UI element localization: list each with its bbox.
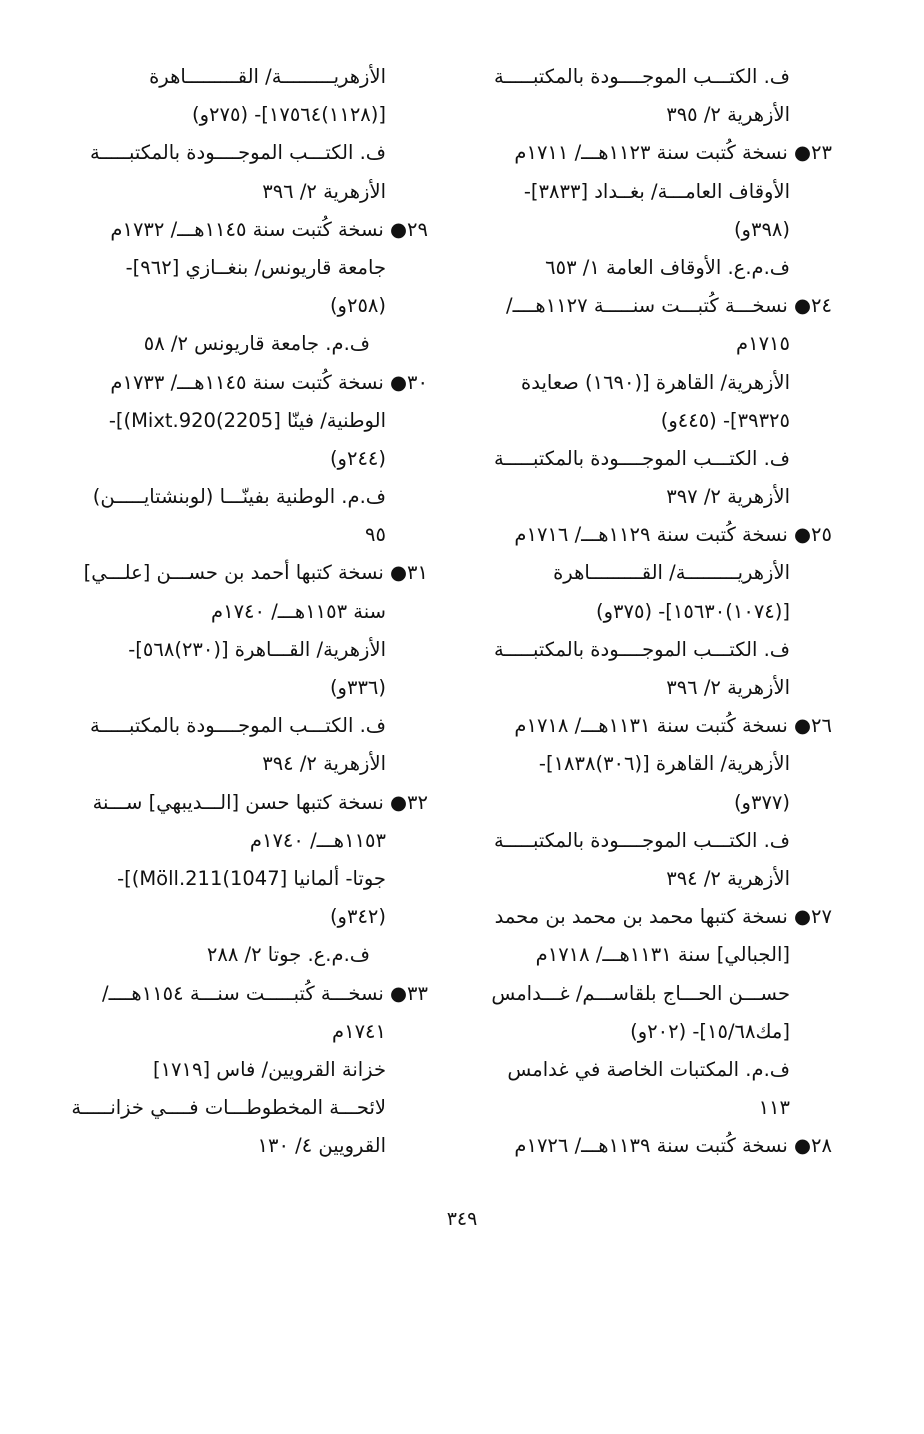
text-line: (٣٤٢و) <box>329 905 386 929</box>
text-line: ١١٥٣هـــ/ ١٧٤٠م <box>249 828 386 852</box>
text-line: لائحـــة المخطوطـــات فــــي خزانـــــة <box>71 1096 386 1120</box>
text-line: ف. الكتـــب الموجــــودة بالمكتبـــــة <box>493 446 790 470</box>
text-line: جامعة قاريونس/ بنغــازي [٩٦٢]- <box>125 255 386 279</box>
text-line: (٣٣٦و) <box>329 676 386 699</box>
text-line: (٣٩٨و) <box>733 217 790 241</box>
text-line: ف.م. جامعة قاريونس ٢/ ٥٨ <box>143 332 370 356</box>
text-line: الأزهرية ٢/ ٣٩٥ <box>666 103 790 127</box>
text-line: الأزهرية ٢/ ٣٩٤ <box>666 866 790 890</box>
text-line: ف.م.ع. جوتا ٢/ ٢٨٨ <box>206 943 370 967</box>
text-line: الأزهريـــــــــة/ القـــــــــاهرة <box>553 561 790 585</box>
text-line: خزانة القرويين/ فاس [١٧١٩] <box>152 1057 386 1081</box>
text-line: الوطنية/ فينّا [2205)Mixt.920)]- <box>108 408 386 432</box>
text-line: ف. الكتـــب الموجــــودة بالمكتبـــــة <box>89 141 386 165</box>
text-line: ٢٩● نسخة كُتبت سنة ١١٤٥هـــ/ ١٧٣٢م <box>110 217 428 241</box>
text-line: ف. الكتـــب الموجــــودة بالمكتبـــــة <box>89 714 386 738</box>
text-line: [الجبالي] سنة ١١٣١هـــ/ ١٧١٨م <box>535 943 790 967</box>
text-line: الأزهرية ٢/ ٣٩٦ <box>262 179 386 203</box>
text-line: [مك١٥/٦٨]- (٢٠٢و) <box>630 1019 790 1043</box>
text-line: القرويين ٤/ ١٣٠ <box>257 1134 386 1158</box>
text-line: ف.م. المكتبات الخاصة في غدامس <box>507 1057 790 1081</box>
text-line: ٢٥● نسخة كُتبت سنة ١١٢٩هـــ/ ١٧١٦م <box>514 523 832 547</box>
text-line: الأزهرية ٢/ ٣٩٦ <box>666 676 790 699</box>
left-column <box>71 58 428 1165</box>
text-line: ف. الكتـــب الموجــــودة بالمكتبـــــة <box>493 65 790 88</box>
text-line: ٣٣● نسخـــة كُتبـــــت سنـــة ١١٥٤هــــ/ <box>102 981 428 1005</box>
text-line: ٣٢● نسخة كتبها حسن [الـــديبهي] ســـنة <box>92 790 428 814</box>
text-line: (٣٧٧و) <box>733 790 790 814</box>
text-line: ٩٥ <box>365 523 386 547</box>
text-line: ٢٤● نسخـــة كُتبـــت سنـــــة ١١٢٧هــــ/ <box>506 294 832 318</box>
text-line: الأزهرية/ القاهرة [(١٦٩٠) صعايدة <box>521 370 790 394</box>
text-line: الأزهرية/ القـــاهرة [(٢٣٠)٥٦٨]- <box>128 637 386 661</box>
text-line: ٣٩٣٢٥]- (٤٤٥و) <box>660 408 790 432</box>
text-line: جوتا- ألمانيا [1047)Möll.211)]- <box>117 866 386 890</box>
text-line: سنة ١١٥٣هـــ/ ١٧٤٠م <box>211 599 386 623</box>
text-line: ٢٦● نسخة كُتبت سنة ١١٣١هـــ/ ١٧١٨م <box>514 714 832 738</box>
text-line: ٣٠● نسخة كُتبت سنة ١١٤٥هـــ/ ١٧٣٣م <box>110 370 428 394</box>
text-line: ٣١● نسخة كتبها أحمد بن حســـن [علـــي] <box>83 561 428 585</box>
text-line: الأزهريـــــــــة/ القـــــــــاهرة <box>149 65 386 88</box>
text-line: الأوقاف العامـــة/ بغــداد [٣٨٣٣]- <box>523 179 790 203</box>
text-line: [(١٠٧٤)١٥٦٣٠]- (٣٧٥و) <box>595 599 790 623</box>
text-line: الأزهرية ٢/ ٣٩٤ <box>262 752 386 776</box>
text-line: ١٧٤١م <box>332 1019 386 1043</box>
text-line: حســـن الحـــاج بلقاســـم/ غـــدامس <box>491 981 790 1005</box>
text-line: ف. الكتـــب الموجــــودة بالمكتبـــــة <box>493 828 790 852</box>
text-line: ف.م.ع. الأوقاف العامة ١/ ٦٥٣ <box>545 255 790 279</box>
text-line: (٢٥٨و) <box>329 294 386 318</box>
text-line: ١١٣ <box>758 1096 790 1120</box>
text-line: ١٧١٥م <box>736 332 790 356</box>
text-line: ف.م. الوطنية بفينّـــا (لوبنشتايـــــن) <box>92 485 386 509</box>
text-line: الأزهرية ٢/ ٣٩٧ <box>666 485 790 509</box>
text-line: ٢٣● نسخة كُتبت سنة ١١٢٣هـــ/ ١٧١١م <box>514 141 832 165</box>
text-line: ف. الكتـــب الموجــــودة بالمكتبـــــة <box>493 637 790 661</box>
text-line: ٢٨● نسخة كُتبت سنة ١١٣٩هـــ/ ١٧٢٦م <box>514 1134 832 1158</box>
text-line: (٢٤٤و) <box>329 446 386 470</box>
page-number: ٣٤٩ <box>446 1208 478 1230</box>
text-line: الأزهرية/ القاهرة [(٣٠٦)١٨٣٨]- <box>538 752 790 776</box>
right-column <box>475 58 832 1165</box>
text-line: ٢٧● نسخة كتبها محمد بن محمد بن محمد <box>494 905 832 929</box>
text-line: [(١١٢٨)١٧٥٦٤]- (٢٧٥و) <box>191 103 386 127</box>
